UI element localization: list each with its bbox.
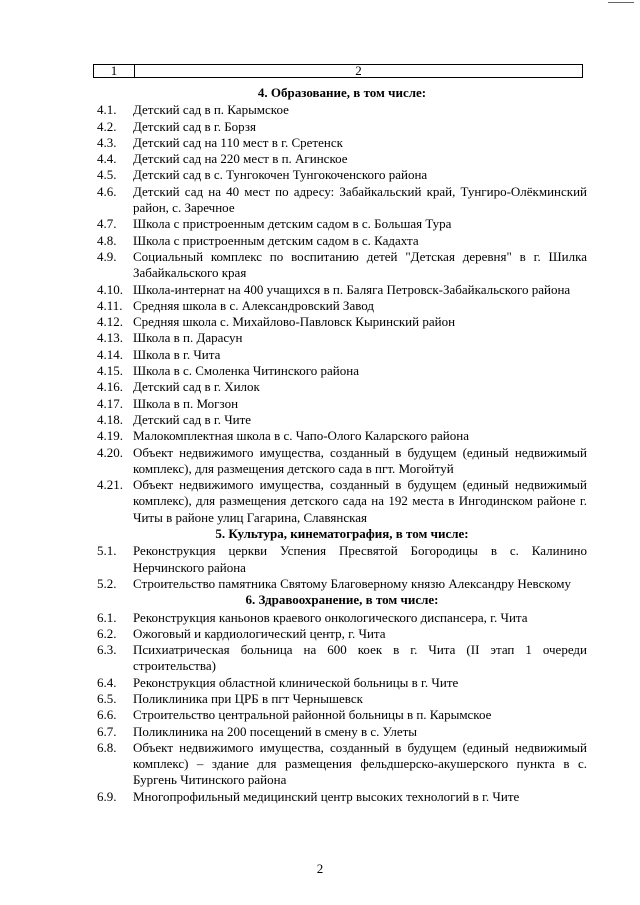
item-number: 4.6. [97, 183, 117, 199]
list-item [97, 102, 587, 118]
item-number: 4.7. [97, 216, 117, 232]
item-number: 6.2. [97, 625, 117, 641]
list-item [97, 363, 587, 379]
list-item [97, 740, 587, 789]
item-number: 6.1. [97, 609, 117, 625]
page-number: 2 [316, 861, 324, 876]
item-number: 4.20. [97, 444, 123, 460]
section-title: 6. Здравоохранение, в том числе: [245, 592, 439, 608]
item-number: 6.7. [97, 723, 117, 739]
item-number: 4.11. [97, 297, 123, 313]
item-text: Строительство памятника Святому Благоверному князю Александру Невскому [133, 575, 571, 591]
list-item [97, 724, 587, 740]
list-item [97, 707, 587, 723]
list-item [97, 119, 587, 135]
item-number: 4.14. [97, 346, 123, 362]
section-title: 4. Образование, в том числе: [257, 85, 427, 100]
list-item [97, 642, 587, 675]
item-number: 6.9. [97, 788, 117, 804]
corner-mark [608, 2, 634, 3]
list-item [97, 314, 587, 330]
list-item [97, 789, 587, 805]
item-text: Поликлиника на 200 посещений в смену в с. Улеты [133, 723, 418, 739]
list-item [97, 216, 587, 232]
item-text: Детский сад на 220 мест в п. Агинское [133, 151, 348, 167]
list-item [97, 675, 587, 691]
list-item [97, 396, 587, 412]
list-item [97, 477, 587, 526]
item-text: Малокомплектная школа в с. Чапо-Олого Каларского района [133, 428, 469, 444]
item-number: 4.4. [97, 151, 117, 167]
item-text: Детский сад на 40 мест по адресу: Забайкальский край, Тунгиро-Олёкминский район, с. Заречное [133, 183, 587, 216]
item-number: 4.21. [97, 477, 123, 493]
item-text: Объект недвижимого имущества, созданный в будущем (единый недвижимый комплекс) – здание для размещения фельдшерско-акушерского пункта в с. Бургень Читинского района [133, 739, 587, 788]
item-number: 4.10. [97, 281, 123, 297]
item-number: 4.9. [97, 248, 117, 264]
list-item [97, 298, 587, 314]
list-item [97, 543, 587, 576]
item-number: 4.17. [97, 395, 123, 411]
header-table [93, 64, 583, 78]
item-number: 4.8. [97, 232, 117, 248]
item-text: Социальный комплекс по воспитанию детей "Детская деревня" в г. Шилка Забайкальского края [133, 248, 587, 281]
list-item [97, 412, 587, 428]
item-number: 4.2. [97, 118, 117, 134]
item-text: Детский сад в с. Тунгокочен Тунгокоченского района [133, 167, 428, 183]
item-text: Психиатрическая больница на 600 коек в г. Чита (II этап 1 очереди строительства) [133, 642, 587, 674]
item-text: Школа с пристроенным детским садом в с. Кадахта [133, 232, 419, 248]
list-item [97, 626, 587, 642]
item-text: Объект недвижимого имущества, созданный в будущем (единый недвижимый комплекс), для размещения детского сада в пгт. Могойтуй [133, 444, 587, 476]
item-text: Детский сад в г. Чите [133, 411, 252, 427]
item-text: Объект недвижимого имущества, созданный в будущем (единый недвижимый комплекс), для размещения детского сада на 192 места в Ингодинском районе г. Читы в районе улиц Гагарина, Славянская [133, 477, 587, 525]
item-text: Детский сад в г. Хилок [133, 379, 260, 395]
item-number: 4.12. [97, 314, 123, 330]
list-item [97, 249, 587, 282]
item-number: 6.6. [97, 707, 117, 723]
item-number: 6.4. [97, 674, 117, 690]
header-col-1: 1 [94, 65, 135, 77]
list-item [97, 576, 587, 592]
item-text: Школа в г. Чита [133, 346, 221, 362]
item-text: Ожоговый и кардиологический центр, г. Чита [133, 625, 386, 641]
item-number: 4.19. [97, 428, 123, 444]
item-text: Реконструкция областной клинической больницы в г. Чите [133, 674, 459, 690]
list-item [97, 135, 587, 151]
list-item [97, 691, 587, 707]
section-title: 5. Культура, кинематография, в том числе: [215, 526, 469, 542]
item-number: 4.13. [97, 330, 123, 346]
item-number: 5.2. [97, 575, 117, 591]
item-text: Школа с пристроенным детским садом в с. Большая Тура [133, 216, 452, 232]
item-number: 6.3. [97, 642, 117, 658]
list-item [97, 151, 587, 167]
item-number: 6.8. [97, 739, 117, 755]
item-text: Школа-интернат на 400 учащихся в п. Баляга Петровск-Забайкальского района [133, 281, 571, 297]
list-item [97, 184, 587, 217]
item-text: Детский сад в п. Карымское [133, 102, 289, 118]
item-number: 4.1. [97, 102, 117, 118]
item-text: Детский сад в г. Борзя [133, 118, 256, 134]
list-item [97, 379, 587, 395]
list-item [97, 347, 587, 363]
item-number: 4.15. [97, 363, 123, 379]
item-number: 4.5. [97, 167, 117, 183]
item-text: Реконструкция каньонов краевого онкологического диспансера, г. Чита [133, 609, 528, 625]
item-number: 4.18. [97, 411, 123, 427]
item-text: Детский сад на 110 мест в г. Сретенск [133, 134, 343, 150]
item-number: 4.3. [97, 134, 117, 150]
item-text: Школа в с. Смоленка Читинского района [133, 363, 359, 379]
list-item [97, 167, 587, 183]
list-item [97, 428, 587, 444]
item-text: Реконструкция церкви Успения Пресвятой Богородицы в с. Калинино Нерчинского района [133, 543, 587, 575]
header-col-2: 2 [355, 63, 362, 78]
list-item [97, 282, 587, 298]
item-number: 5.1. [97, 543, 117, 559]
item-text: Поликлиника при ЦРБ в пгт Чернышевск [133, 690, 363, 706]
item-text: Строительство центральной районной больницы в п. Карымское [133, 707, 492, 723]
document-body [97, 85, 587, 805]
list-item [97, 610, 587, 626]
item-number: 6.5. [97, 690, 117, 706]
item-text: Средняя школа в с. Александровский Завод [133, 297, 375, 313]
list-item [97, 330, 587, 346]
list-item [97, 445, 587, 478]
list-item [97, 233, 587, 249]
item-text: Школа в п. Дарасун [133, 330, 243, 346]
item-text: Многопрофильный медицинский центр высоких технологий в г. Чите [133, 788, 520, 804]
item-text: Школа в п. Могзон [133, 395, 239, 411]
item-number: 4.16. [97, 379, 123, 395]
item-text: Средняя школа с. Михайлово-Павловск Кыринский район [133, 314, 456, 330]
